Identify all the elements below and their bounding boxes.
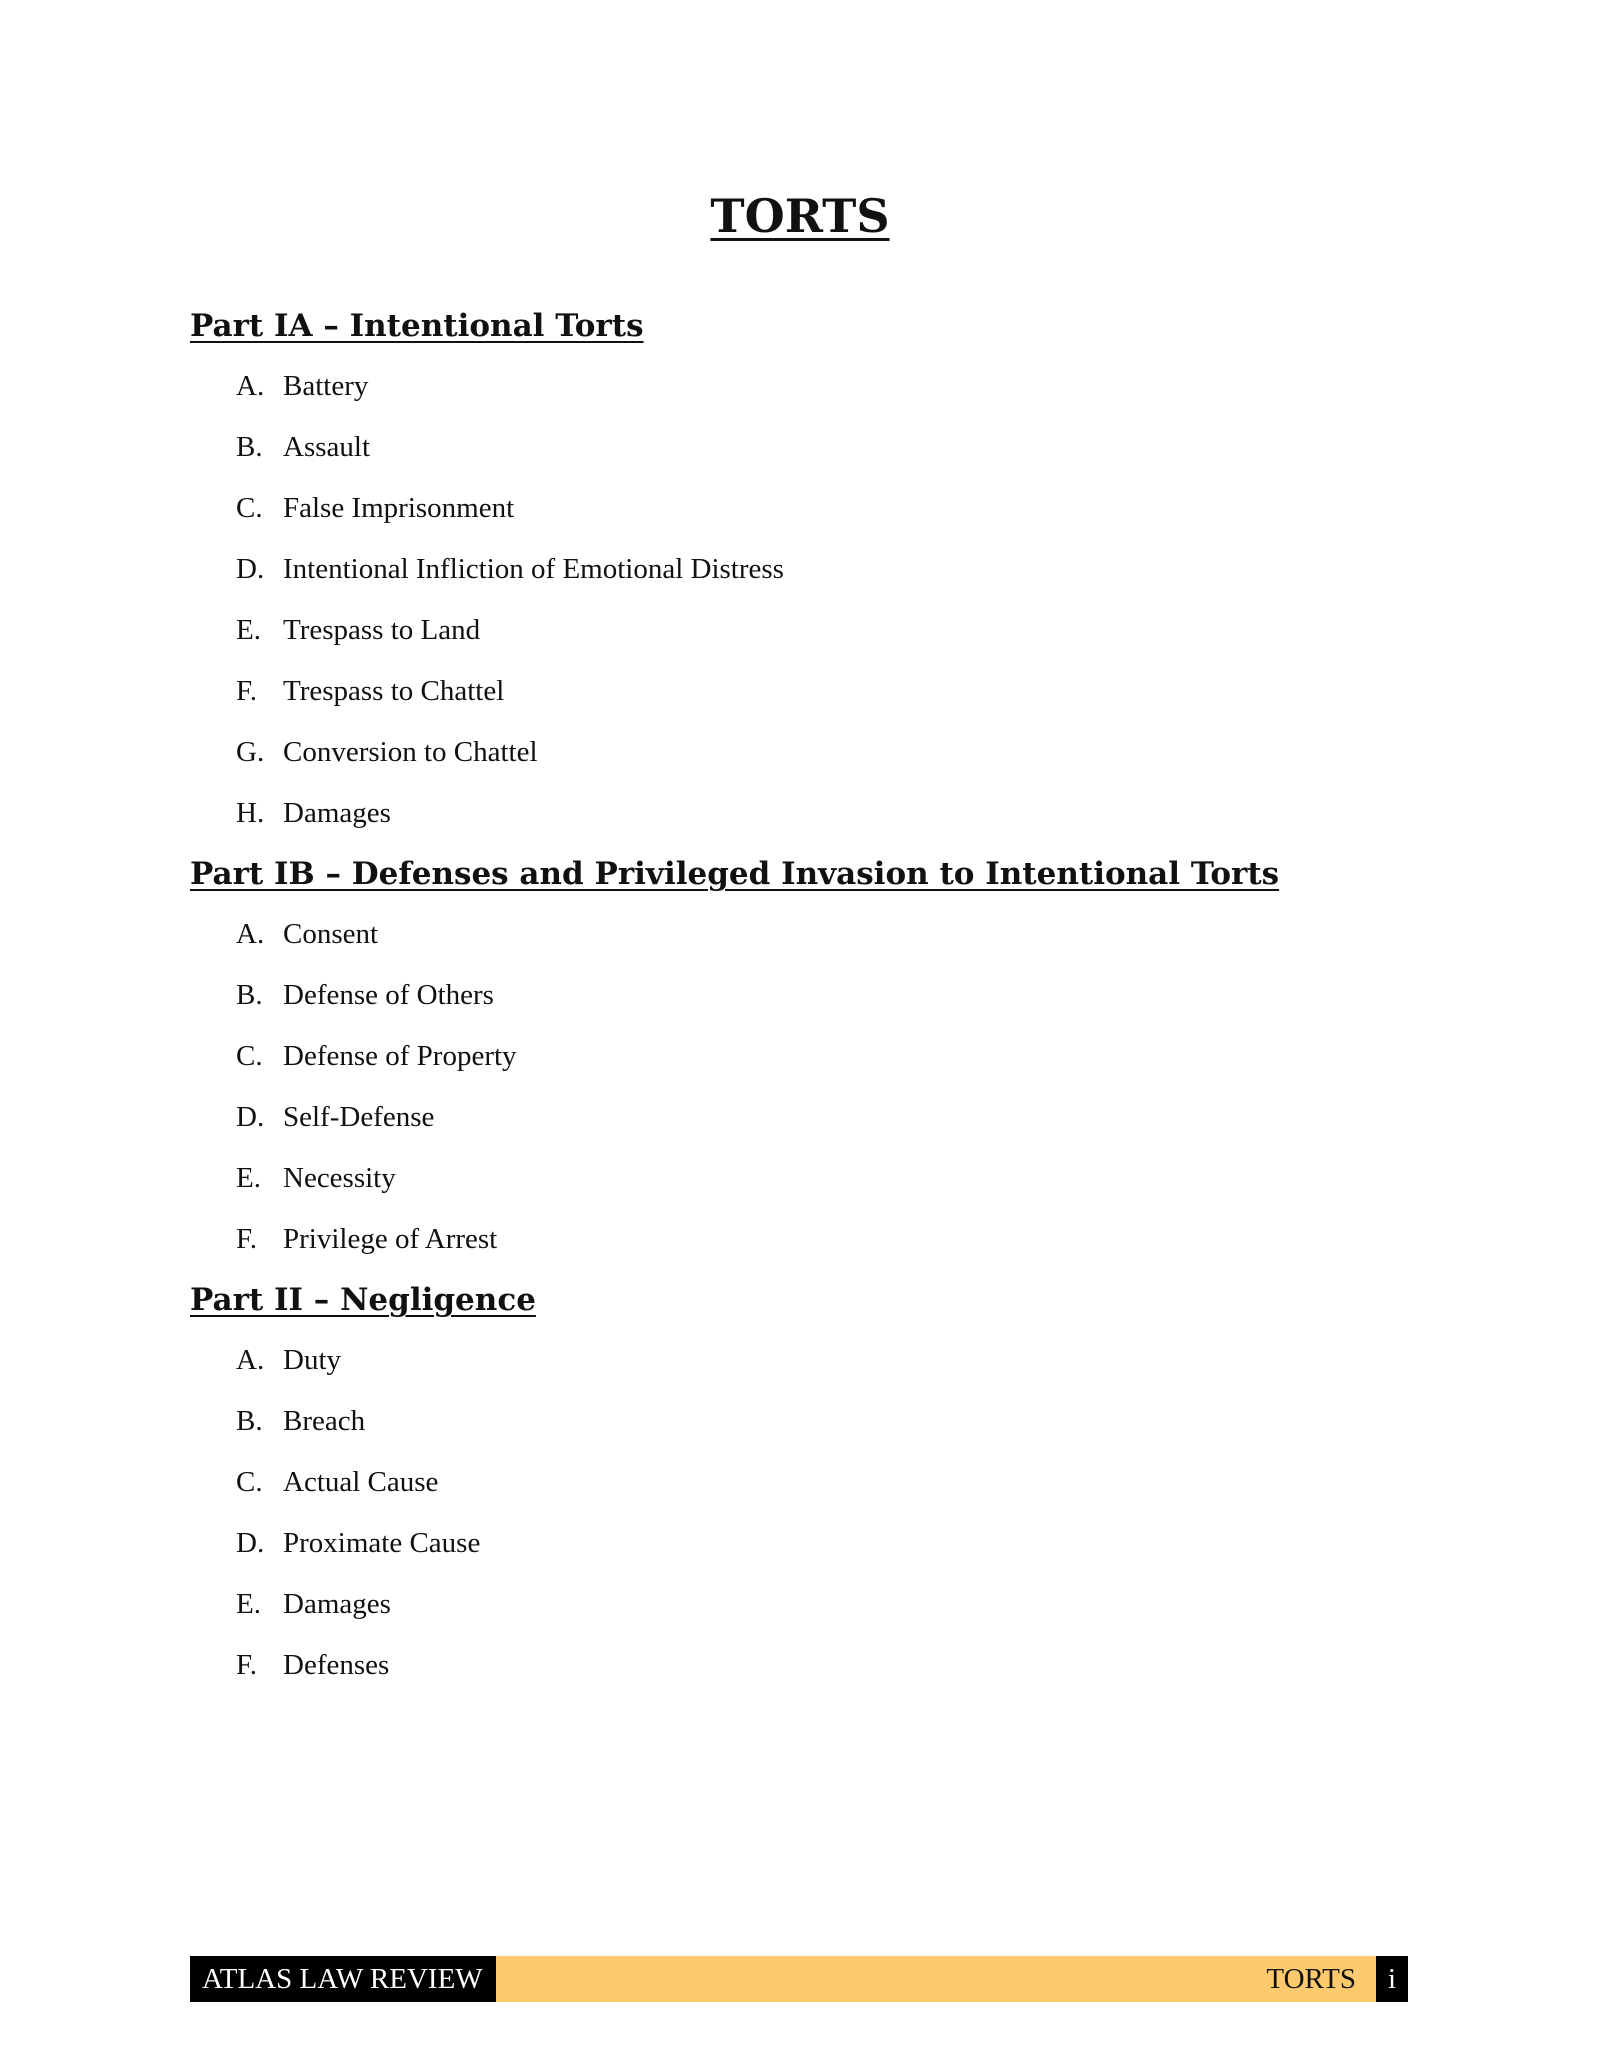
- list-item: [236, 1087, 1430, 1148]
- item-letter: B.: [236, 1405, 263, 1437]
- footer-brand: ATLAS LAW REVIEW: [190, 1956, 496, 2002]
- item-list: [190, 904, 1430, 1270]
- section-part-ib: [190, 844, 1430, 1270]
- item-label: Intentional Infliction of Emotional Distress: [283, 553, 784, 585]
- item-letter: C.: [236, 1040, 263, 1072]
- item-letter: D.: [236, 553, 265, 585]
- item-letter: C.: [236, 492, 263, 524]
- page-title-text: TORTS: [710, 189, 890, 243]
- item-label: Assault: [283, 431, 370, 463]
- list-item: [236, 783, 1430, 844]
- item-letter: C.: [236, 1466, 263, 1498]
- item-letter: B.: [236, 431, 263, 463]
- list-item: [236, 1635, 1430, 1696]
- list-item: [236, 356, 1430, 417]
- item-letter: E.: [236, 614, 261, 646]
- item-list: [190, 356, 1430, 844]
- list-item: [236, 1209, 1430, 1270]
- list-item: [236, 417, 1430, 478]
- item-label: Privilege of Arrest: [283, 1223, 498, 1255]
- section-heading: Part II – Negligence: [190, 1282, 536, 1318]
- item-letter: E.: [236, 1588, 261, 1620]
- item-letter: H.: [236, 797, 265, 829]
- list-item: [236, 600, 1430, 661]
- page-number: i: [1376, 1956, 1408, 2002]
- page-title: [0, 188, 1600, 244]
- item-label: Proximate Cause: [283, 1527, 481, 1559]
- item-label: Actual Cause: [283, 1466, 439, 1498]
- item-letter: A.: [236, 1344, 265, 1376]
- list-item: [236, 722, 1430, 783]
- item-label: Defense of Others: [283, 979, 494, 1011]
- list-item: [236, 1330, 1430, 1391]
- item-label: Necessity: [283, 1162, 396, 1194]
- item-letter: F.: [236, 1649, 258, 1681]
- list-item: [236, 965, 1430, 1026]
- item-label: Battery: [283, 370, 369, 402]
- list-item: [236, 1574, 1430, 1635]
- page-footer: [190, 1956, 1408, 2002]
- item-label: Trespass to Chattel: [283, 675, 505, 707]
- item-letter: D.: [236, 1101, 265, 1133]
- list-item: [236, 1026, 1430, 1087]
- list-item: [236, 1391, 1430, 1452]
- item-label: Defense of Property: [283, 1040, 517, 1072]
- item-letter: F.: [236, 675, 258, 707]
- list-item: [236, 661, 1430, 722]
- list-item: [236, 904, 1430, 965]
- item-label: Duty: [283, 1344, 341, 1376]
- item-label: False Imprisonment: [283, 492, 515, 524]
- item-letter: A.: [236, 370, 265, 402]
- item-label: Self-Defense: [283, 1101, 435, 1133]
- section-heading: Part IB – Defenses and Privileged Invasion to Intentional Torts: [190, 856, 1280, 892]
- item-label: Damages: [283, 797, 391, 829]
- item-letter: D.: [236, 1527, 265, 1559]
- item-letter: E.: [236, 1162, 261, 1194]
- section-heading: Part IA – Intentional Torts: [190, 308, 644, 344]
- list-item: [236, 539, 1430, 600]
- item-letter: F.: [236, 1223, 258, 1255]
- list-item: [236, 1148, 1430, 1209]
- section-part-ia: [190, 296, 1430, 844]
- item-letter: B.: [236, 979, 263, 1011]
- footer-section-title: TORTS: [1266, 1963, 1356, 1995]
- item-label: Damages: [283, 1588, 391, 1620]
- item-label: Trespass to Land: [283, 614, 481, 646]
- item-label: Conversion to Chattel: [283, 736, 538, 768]
- list-item: [236, 1513, 1430, 1574]
- item-label: Consent: [283, 918, 379, 950]
- item-list: [190, 1330, 1430, 1696]
- section-part-ii: [190, 1270, 1430, 1696]
- list-item: [236, 1452, 1430, 1513]
- table-of-contents: [190, 296, 1430, 1696]
- item-letter: A.: [236, 918, 265, 950]
- item-label: Breach: [283, 1405, 366, 1437]
- item-letter: G.: [236, 736, 265, 768]
- list-item: [236, 478, 1430, 539]
- item-label: Defenses: [283, 1649, 390, 1681]
